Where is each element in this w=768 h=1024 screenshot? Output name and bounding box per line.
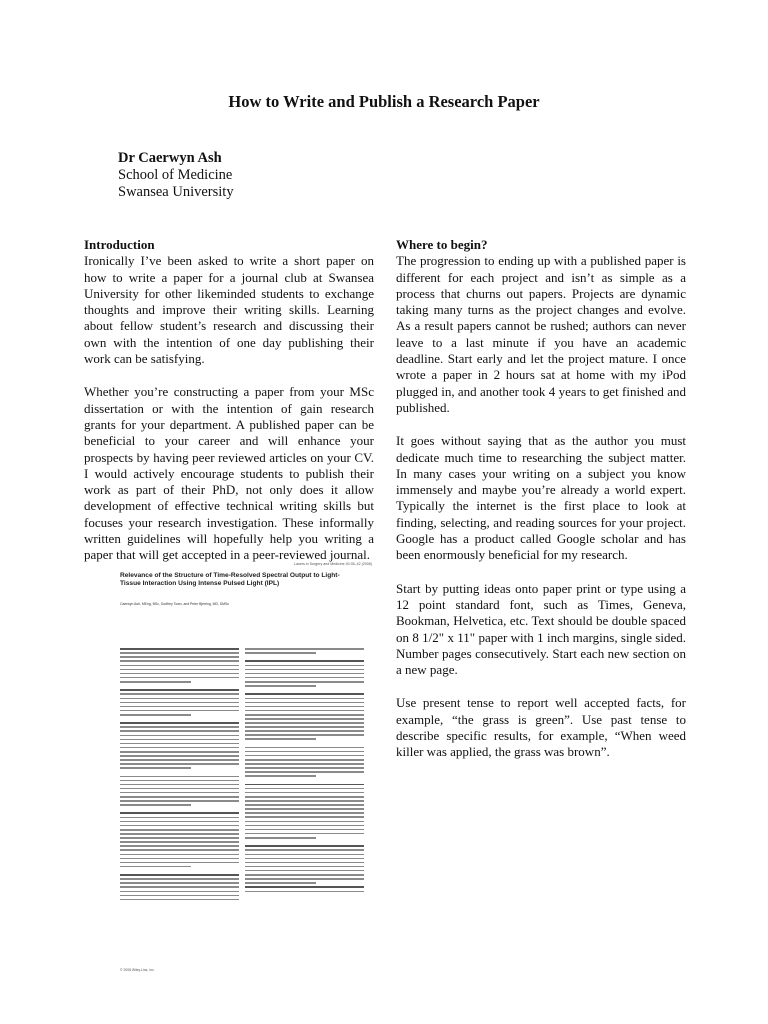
embedded-text-line [245, 800, 364, 802]
embedded-text-line [120, 730, 239, 732]
embedded-text-line [120, 899, 239, 901]
embedded-text-line [245, 845, 364, 847]
embedded-text-line [245, 849, 364, 851]
embedded-text-line [245, 652, 316, 654]
embedded-text-line [120, 837, 239, 839]
embedded-text-line [245, 677, 364, 679]
embedded-text-line [245, 706, 364, 708]
embedded-text-line [120, 722, 239, 724]
embedded-text-line [120, 747, 239, 749]
embedded-text-line [120, 878, 239, 880]
embedded-journal-line: Lasers in Surgery and Medicine 40:35–42 (2008) [294, 562, 372, 566]
embedded-text-line [245, 730, 364, 732]
embedded-text-line [245, 656, 364, 658]
embedded-text-line [120, 718, 239, 720]
embedded-text-line [120, 780, 239, 782]
embedded-text-line [245, 681, 364, 683]
embedded-text-line [245, 825, 364, 827]
embedded-text-column-left [120, 648, 239, 903]
embedded-text-line [120, 845, 239, 847]
embedded-text-line [120, 702, 239, 704]
embedded-text-line [245, 648, 364, 650]
embedded-text-line [120, 874, 239, 876]
embedded-text-line [120, 812, 239, 814]
embedded-text-line [245, 862, 364, 864]
embedded-text-line [120, 784, 239, 786]
embedded-text-line [245, 788, 364, 790]
embedded-text-line [245, 702, 364, 704]
embedded-text-line [120, 800, 239, 802]
embedded-text-line [120, 763, 239, 765]
embedded-text-line [245, 886, 364, 888]
embedded-text-line [245, 714, 364, 716]
embedded-text-line [245, 673, 364, 675]
embedded-copyright: © 2008 Wiley-Liss, Inc. [120, 968, 155, 972]
where-to-begin-paragraph-3: Start by putting ideas onto paper print or type using a 12 point standard font, such as Times, Geneva, Bookman, Helvetica, etc. Text should be double spaced on 8 1/2" x 11" paper with 1 inch margins, single sided. Number pages consecutively. Start each new section on a new page. [396, 580, 686, 678]
embedded-text-line [245, 767, 364, 769]
embedded-text-line [120, 706, 239, 708]
embedded-text-line [245, 669, 364, 671]
embedded-text-line [245, 763, 364, 765]
embedded-text-line [245, 747, 364, 749]
embedded-text-line [245, 833, 364, 835]
embedded-text-line [245, 698, 364, 700]
embedded-text-line [245, 882, 316, 884]
embedded-text-line [120, 673, 239, 675]
embedded-text-line [120, 792, 239, 794]
embedded-text-line [245, 722, 364, 724]
embedded-text-line [245, 854, 364, 856]
introduction-paragraph-2: Whether you’re constructing a paper from your MSc dissertation or with the intention of gain research grants for your department. A published paper can be beneficial to your career and will enhance your prospects by having peer reviewed articles on your CV. I would actively encourage students to publish their work as part of their PhD, not only does it allow development of effective technical writing skills but focuses your research investigation. These informally written guidelines will hopefully help you writing a paper that will get accepted in a peer-reviewed journal. [84, 384, 374, 563]
embedded-text-line [120, 866, 191, 868]
embedded-text-line [245, 821, 364, 823]
embedded-text-line [120, 804, 191, 806]
embedded-text-line [245, 751, 364, 753]
embedded-text-line [245, 870, 364, 872]
embedded-text-line [245, 710, 364, 712]
embedded-text-line [120, 833, 239, 835]
embedded-article-authors: Caerwyn Ash, MEng, BSc, Godfrey Town, and Peter Bjerring, MD, DMSc [120, 602, 230, 606]
embedded-text-line [245, 866, 364, 868]
embedded-text-line [120, 759, 239, 761]
left-column [84, 237, 374, 564]
introduction-paragraph-1: Ironically I’ve been asked to write a short paper on how to write a paper for a journal club at Swansea University for other likeminded students to exchange thoughts and improve their writing skills. Learning about fellow student’s research and discussing their own with the intention of one day publishing their work can be satisfying. [84, 253, 374, 367]
author-name: Dr Caerwyn Ash [118, 150, 222, 166]
embedded-article-title: Relevance of the Structure of Time-Resolved Spectral Output to Light-Tissue Interaction Using Intense Pulsed Light (IPL) [120, 572, 340, 587]
embedded-text-line [245, 718, 364, 720]
embedded-text-column-right [245, 648, 364, 895]
embedded-text-line [245, 689, 364, 691]
embedded-text-line [245, 771, 364, 773]
embedded-text-line [245, 775, 316, 777]
embedded-text-line [120, 767, 191, 769]
embedded-article-image [112, 562, 372, 974]
embedded-text-line [120, 854, 239, 856]
embedded-text-line [120, 726, 239, 728]
embedded-text-line [120, 776, 239, 778]
embedded-text-line [245, 829, 364, 831]
embedded-text-line [120, 808, 239, 810]
embedded-text-line [120, 693, 239, 695]
author-affiliation-school: School of Medicine [118, 167, 233, 183]
author-block [118, 150, 234, 201]
embedded-text-line [245, 784, 364, 786]
embedded-text-line [245, 874, 364, 876]
embedded-text-line [120, 755, 239, 757]
embedded-text-line [120, 895, 239, 897]
embedded-text-line [120, 821, 239, 823]
embedded-text-line [245, 779, 364, 781]
paper-title: How to Write and Publish a Research Paper [228, 92, 540, 111]
embedded-text-line [245, 738, 316, 740]
embedded-text-line [120, 739, 239, 741]
embedded-text-line [245, 796, 364, 798]
embedded-text-line [120, 648, 239, 650]
embedded-text-line [120, 788, 239, 790]
embedded-text-line [120, 771, 239, 773]
embedded-text-line [120, 829, 239, 831]
embedded-text-line [120, 882, 239, 884]
embedded-text-line [245, 759, 364, 761]
embedded-text-line [120, 870, 239, 872]
embedded-text-line [120, 862, 239, 864]
embedded-text-line [120, 735, 239, 737]
embedded-text-line [120, 825, 239, 827]
embedded-text-line [120, 689, 239, 691]
embedded-text-line [120, 849, 239, 851]
embedded-text-line [120, 796, 239, 798]
embedded-text-line [245, 792, 364, 794]
embedded-text-line [245, 665, 364, 667]
embedded-text-line [120, 652, 239, 654]
embedded-text-line [245, 816, 364, 818]
embedded-text-line [245, 858, 364, 860]
embedded-text-line [120, 858, 239, 860]
embedded-text-line [245, 734, 364, 736]
where-to-begin-heading: Where to begin? [396, 237, 488, 252]
where-to-begin-paragraph-2: It goes without saying that as the author you must dedicate much time to researching the subject matter. In many cases your writing on a subject you know immensely and maybe you’re already a world expert. Typically the internet is the first place to look at finding, selecting, and reading sources for your project. Google has a product called Google scholar and has been enormously beneficial for my research. [396, 433, 686, 563]
embedded-text-line [245, 685, 316, 687]
embedded-text-line [120, 669, 239, 671]
embedded-text-line [120, 891, 239, 893]
embedded-text-line [120, 698, 239, 700]
embedded-text-line [120, 710, 239, 712]
embedded-text-line [120, 665, 239, 667]
embedded-text-line [120, 685, 239, 687]
embedded-text-line [245, 841, 364, 843]
embedded-text-line [245, 808, 364, 810]
embedded-text-line [120, 841, 239, 843]
where-to-begin-paragraph-1: The progression to ending up with a published paper is different for each project and isn’t as simple as a process that churns out papers. Projects are dynamic taking many turns as the project changes and evolve. As a result papers cannot be rushed; authors can never leave to a last minute if you have an academic deadline. Start early and let the project mature. I once wrote a paper in 2 hours sat at home with my iPod plugged in, and another took 4 years to get finished and published. [396, 253, 686, 415]
embedded-text-line [120, 714, 191, 716]
embedded-text-line [245, 693, 364, 695]
embedded-text-line [245, 878, 364, 880]
embedded-text-line [120, 660, 239, 662]
embedded-text-line [120, 656, 239, 658]
introduction-heading: Introduction [84, 237, 155, 252]
embedded-text-line [245, 726, 364, 728]
author-affiliation-university: Swansea University [118, 184, 234, 200]
embedded-text-line [245, 804, 364, 806]
right-column [396, 237, 686, 761]
embedded-text-line [120, 886, 239, 888]
where-to-begin-paragraph-4: Use present tense to report well accepted facts, for example, “the grass is green”. Use past tense to describe specific results, for example, “When weed killer was applied, the grass was brown”. [396, 695, 686, 760]
embedded-text-line [245, 891, 364, 893]
embedded-text-line [120, 681, 191, 683]
embedded-text-line [120, 817, 239, 819]
embedded-text-line [245, 660, 364, 662]
embedded-text-line [120, 743, 239, 745]
embedded-text-line [245, 812, 364, 814]
embedded-text-line [120, 751, 239, 753]
embedded-text-line [120, 677, 239, 679]
embedded-text-line [245, 755, 364, 757]
embedded-text-line [245, 837, 316, 839]
embedded-text-line [245, 743, 364, 745]
